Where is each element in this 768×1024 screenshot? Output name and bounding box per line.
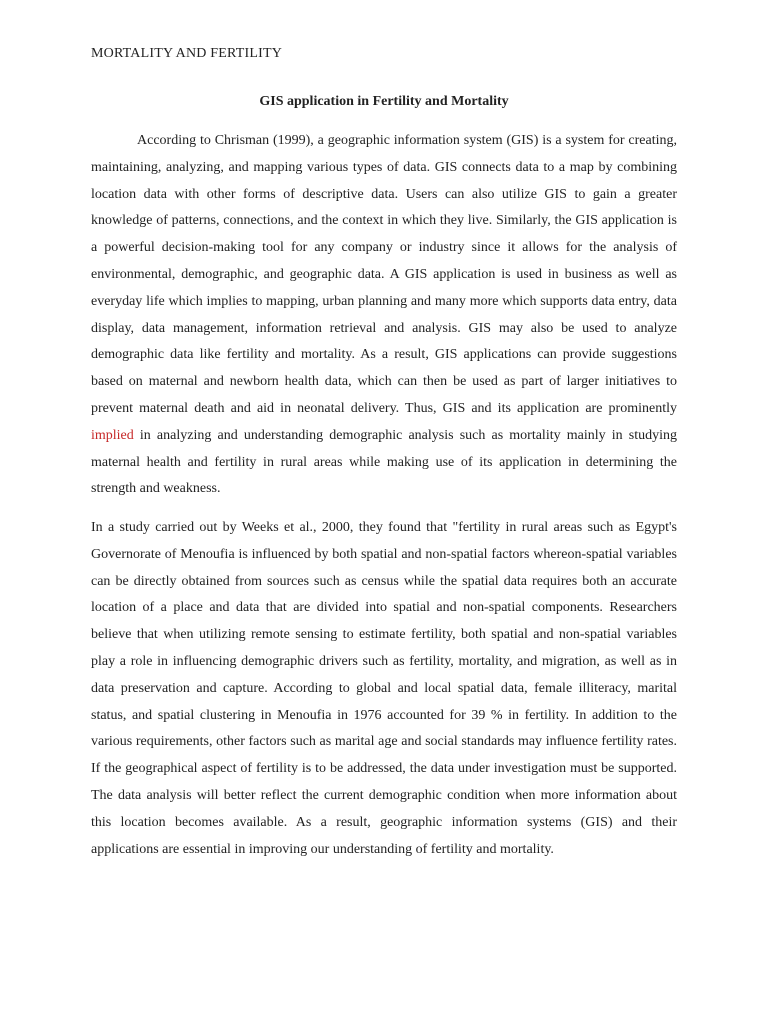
highlighted-word: implied [91,427,134,443]
paragraph-2: In a study carried out by Weeks et al., 2000, they found that "fertility in rural areas such as Egypt's Governorate of Menoufia is influenced by both spatial and non-spatial factors whereon-spatial variables can be directly obtained from sources such as census while the spatial data requires both an accurate location of a place and data that are divided into spatial and non-spatial components. Researchers believe that when utilizing remote sensing to estimate fertility, both spatial and non-spatial variables play a role in influencing demographic drivers such as fertility, mortality, and migration, as well as in data preservation and capture. According to global and local spatial data, female illiteracy, marital status, and spatial clustering in Menoufia in 1976 accounted for 39 % in fertility. In addition to the various requirements, other factors such as marital age and social standards may influence fertility rates. If the geographical aspect of fertility is to be addressed, the data under investigation must be supported. The data analysis will better reflect the current demographic condition when more information about this location becomes available. As a result, geographic information systems (GIS) and their applications are essential in improving our understanding of fertility and mortality. [91,520,677,857]
paragraph-1-text-end: in analyzing and understanding demographic analysis such as mortality mainly in studying maternal health and fertility in rural areas while making use of its application in determining the strength and weakness. [91,427,677,497]
paragraph-1-text-start: According to Chrisman (1999), a geographic information system (GIS) is a system for creating, maintaining, analyzing, and mapping various types of data. GIS connects data to a map by combining location data with other forms of descriptive data. Users can also utilize GIS to gain a greater knowledge of patterns, connections, and the context in which they live. Similarly, the GIS application is a powerful decision-making tool for any company or industry since it allows for the analysis of environmental, demographic, and geographic data. A GIS application is used in business as well as everyday life which implies to mapping, urban planning and many more which supports data entry, data display, data management, information retrieval and analysis. GIS may also be used to analyze demographic data like fertility and mortality. As a result, GIS applications can provide suggestions based on maternal and newborn health data, which can then be used as part of larger initiatives to prevent maternal death and aid in neonatal delivery. Thus, GIS and its application are prominently [91,133,677,416]
paragraph-1 [91,128,677,503]
document-title: GIS application in Fertility and Mortality [259,94,509,109]
running-head: MORTALITY AND FERTILITY [91,46,283,61]
